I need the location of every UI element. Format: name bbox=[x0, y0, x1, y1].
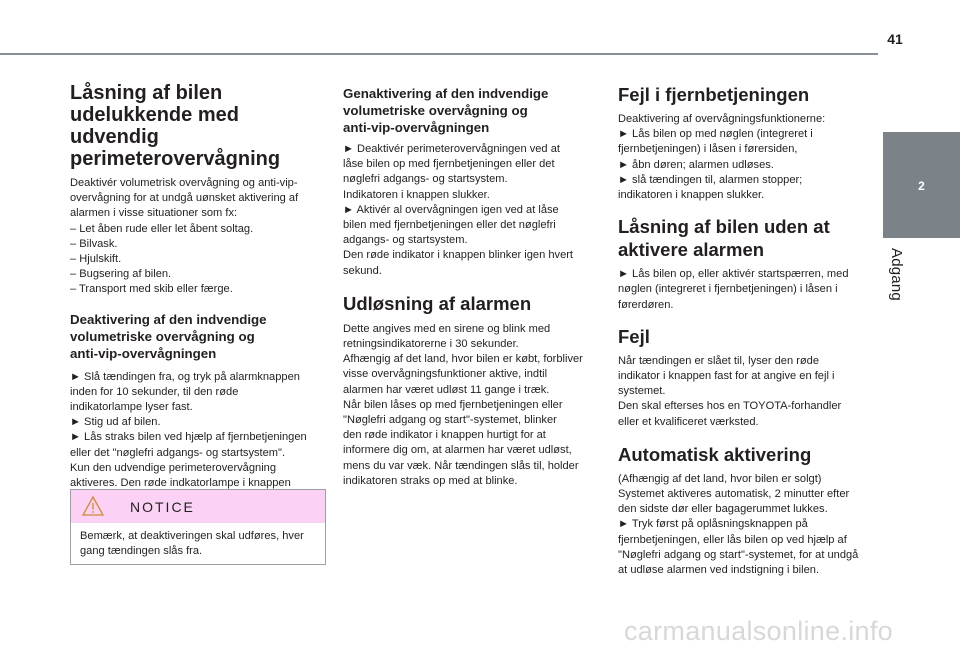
column-1 bbox=[70, 82, 326, 506]
watermark: carmanualsonline.info bbox=[624, 616, 893, 646]
title-line: perimeterovervågning bbox=[70, 148, 281, 170]
section-title-remote-fault: Fejl i fjernbetjeningen bbox=[618, 84, 810, 105]
section-title-alarm-trigger: Udløsning af alarmen bbox=[343, 292, 532, 314]
header-rule bbox=[0, 53, 878, 55]
warning-icon bbox=[82, 495, 104, 517]
subsection-title-reactivation: Genaktivering af den indvendige volumetriske overvågning og anti-vip-overvågningen bbox=[343, 86, 549, 135]
section-title-fault: Fejl bbox=[618, 325, 650, 347]
lock-without-alarm-text: ► Lås bilen op, eller aktivér startspærren, med nøglen (integreret i fjernbetjeningen) i låsen i førerdøren. bbox=[618, 268, 849, 311]
alarm-trigger-text: Dette angives med en sirene og blink med retningsindikatorerne i 30 sekunder. Afhængig af det land, hvor bilen er købt, forbliver visse overvågningsfunktioner aktive, indtil alarmen har været udløst 11 gange i træk. Når bilen låses op med fjernbetjeningen eller "Nøglefri adgang og start"-systemet, blinker den røde indikator i knappen hurtigt for at informere dig om, at alarmen har været udløst, mens du var væk. Når tændingen slås til, holder indikatoren straks op med at blinke. bbox=[343, 322, 583, 487]
section-title-auto-activation: Automatisk aktivering bbox=[618, 443, 812, 465]
notice-title: NOTICE bbox=[130, 499, 195, 515]
chapter-title: Adgang bbox=[888, 248, 905, 301]
section-title-perimeter bbox=[70, 82, 326, 170]
fault-text: Når tændingen er slået til, lyser den røde indikator i knappen fast for at angive en fejl i systemet. Den skal efterses hos en TOYOTA-forhandler eller et kvalificeret værksted. bbox=[618, 354, 842, 428]
notice-header bbox=[71, 490, 325, 523]
subsection-title-deactivation: Deaktivering af den indvendige volumetriske overvågning og anti-vip-overvågningen bbox=[70, 311, 267, 361]
auto-activation-text: (Afhængig af det land, hvor bilen er solgt) Systemet aktiveres automatisk, 2 minutter efter den sidste dør eller bagagerummet lukkes. ► Tryk først på oplåsningsknappen på fjernbetjeningen, eller lås bilen op ved hjælp af "Nøglefri adgang og start"-systemet, for at undgå at udløse alarmen ved indstigning i bilen. bbox=[618, 472, 859, 577]
column-3 bbox=[618, 84, 878, 578]
column-2 bbox=[343, 85, 600, 489]
intro-text: Deaktivér volumetrisk overvågning og anti-vip- overvågning for at undgå uønsket aktivering af alarmen i visse situationer som fx: – Let åben rude eller let åbent soltag. – Bilvask. – Hjulskift. – Bugsering af bilen. – Transport med skib eller færge. bbox=[70, 177, 299, 296]
notice-text: Bemærk, at deaktiveringen skal udføres, hver gang tændingen slås fra. bbox=[80, 530, 304, 558]
deactivation-steps: ► Slå tændingen fra, og tryk på alarmknappen inden for 10 sekunder, til den røde indikatorlampe lyser fast. ► Stig ud af bilen. ► Lås straks bilen ved hjælp af fjernbetjeningen eller det "nøglefri adgangs- og startsystem". Kun den udvendige perimeterovervågning aktiveres. Den røde indkatorlampe i knappen bbox=[70, 370, 307, 490]
reactivation-steps: ► Deaktivér perimeterovervågningen ved at låse bilen op med fjernbetjeningen eller det nøglefri adgangs- og startsystem. Indikatoren i knappen slukker. ► Aktivér al overvågningen igen ved at låse bilen med fjernbetjeningen eller det nøglefri adgangs- og startsystem. Den røde indikator i knappen blinker igen hvert sekund. bbox=[343, 143, 574, 277]
chapter-tab[interactable] bbox=[883, 132, 960, 238]
title-line: udelukkende med udvendig bbox=[70, 104, 239, 148]
page-number: 41 bbox=[887, 31, 903, 47]
remote-fault-text: Deaktivering af overvågningsfunktionerne: ► Lås bilen op med nøglen (integreret i fjernbetjeningen) i låsen i førersiden, ► åbn døren; alarmen udløses. ► slå tændingen til, alarmen stopper; indikatoren i knappen slukker. bbox=[618, 113, 826, 202]
notice-box bbox=[70, 489, 326, 565]
title-line: Låsning af bilen bbox=[70, 82, 223, 104]
chapter-number: 2 bbox=[918, 179, 925, 193]
section-title-lock-without-alarm: Låsning af bilen uden at aktivere alarmen bbox=[618, 216, 830, 261]
